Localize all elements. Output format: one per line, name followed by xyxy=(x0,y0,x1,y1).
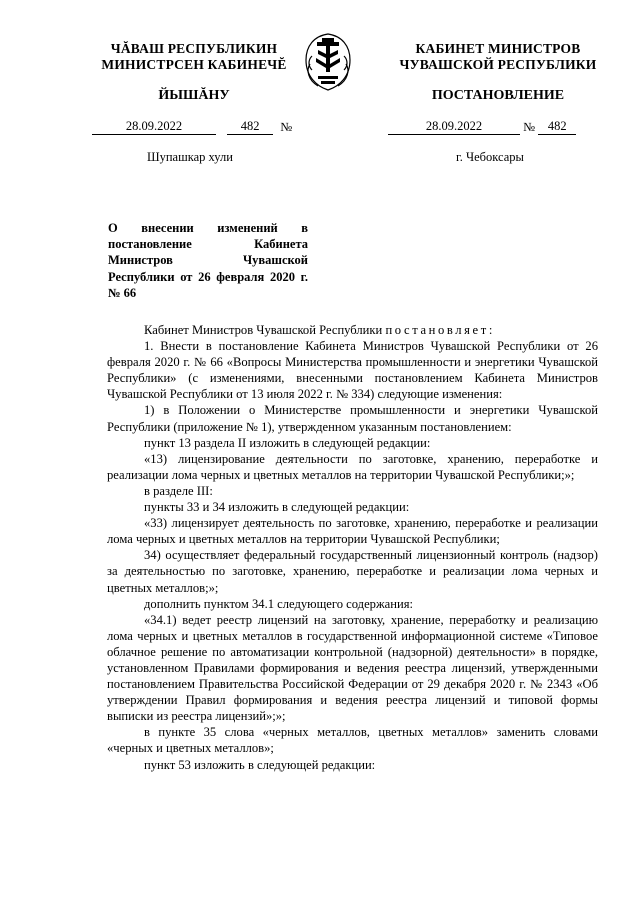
registration-right xyxy=(388,119,576,135)
document-title: О внесении изменений в постановление Кабинета Министров Чувашской Республики от 26 февраля 2020 г. № 66 xyxy=(108,221,308,300)
header-right-line2: ЧУВАШСКОЙ РЕСПУБЛИКИ xyxy=(399,57,597,72)
body-paragraph: пункты 33 и 34 изложить в следующей редакции: xyxy=(144,500,410,515)
registration-right-number: 482 xyxy=(538,119,576,135)
body-paragraph: дополнить пунктом 34.1 следующего содержания: xyxy=(144,596,414,611)
body-paragraph: 1) в Положении о Министерстве промышленности и энергетики Чувашской Республики (приложение № 1), утвержденном указанным постановлением: xyxy=(107,403,598,434)
place-right: г. Чебоксары xyxy=(456,150,524,164)
registration-right-number-sign: № xyxy=(523,120,536,134)
body-paragraph: 34) осуществляет федеральный государственный лицензионный контроль (надзор) за деятельностью по заготовке, хранению, переработке и реализации лома черных и цветных металлов;»; xyxy=(107,548,598,595)
header-left-line1: ЧĂВАШ РЕСПУБЛИКИН xyxy=(110,41,278,56)
header-right-line1: КАБИНЕТ МИНИСТРОВ xyxy=(415,41,581,56)
registration-left-date: 28.09.2022 xyxy=(92,119,216,135)
body-intro-prefix: Кабинет Министров Чувашской Республики xyxy=(144,323,383,337)
body-intro-verb: постановляет: xyxy=(385,323,495,337)
header-right xyxy=(388,41,608,73)
registration-left-number: 482 xyxy=(227,119,273,135)
body-paragraph: «13) лицензирование деятельности по заготовке, хранению, переработке и реализации лома черных и цветных металлов на территории Чувашской Республики;»; xyxy=(107,451,598,482)
body-intro xyxy=(107,322,598,338)
body-paragraph: в разделе III: xyxy=(144,483,213,498)
place-left: Шупашкар хули xyxy=(147,150,233,164)
body-paragraph: «33) лицензирует деятельность по заготовке, хранению, переработке и реализации лома черных и цветных металлов на территории Чувашской Республики; xyxy=(107,516,598,547)
registration-right-date: 28.09.2022 xyxy=(388,119,520,135)
registration-left-number-sign: № xyxy=(280,120,293,134)
document-body xyxy=(107,322,598,773)
chuvash-coat-of-arms-icon xyxy=(300,30,356,94)
header-left-line2: МИНИСТРСЕН КАБИНЕЧĔ xyxy=(101,57,287,72)
body-paragraph: «34.1) ведет реестр лицензий на заготовку, хранение, переработку и реализацию лома черных и цветных металлов в государственной информационной системе «Типовое облачное решение по автоматизации контрольной (надзорной) деятельности» в порядке, установленном Правилами формирования и ведения реестра лицензий, утвержденными постановлением Правительства Российской Федерации от 29 декабря 2020 г. № 2343 «Об утверждении Правил формирования и ведения реестра лицензий и типовой формы выписки из реестра лицензий»;»; xyxy=(107,612,598,724)
body-paragraph: 1. Внести в постановление Кабинета Министров Чувашской Республики от 26 февраля 2020 г. № 66 «Вопросы Министерства промышленности и энергетики Чувашской Республики» (с изменениями, внесенными постановлением Кабинета Министров Чувашской Республики от 13 июля 2022 г. № 334) следующие изменения: xyxy=(107,339,598,402)
header-left xyxy=(78,41,310,73)
body-paragraph: пункт 53 изложить в следующей редакции: xyxy=(144,757,376,772)
doc-type-right: ПОСТАНОВЛЕНИЕ xyxy=(431,88,565,103)
body-paragraph: пункт 13 раздела II изложить в следующей редакции: xyxy=(144,435,431,450)
registration-left xyxy=(92,119,292,135)
body-paragraph: в пункте 35 слова «черных металлов, цветных металлов» заменить словами «черных и цветных металлов»; xyxy=(107,725,598,756)
doc-type-left: ЙЫШĂНУ xyxy=(158,88,230,103)
